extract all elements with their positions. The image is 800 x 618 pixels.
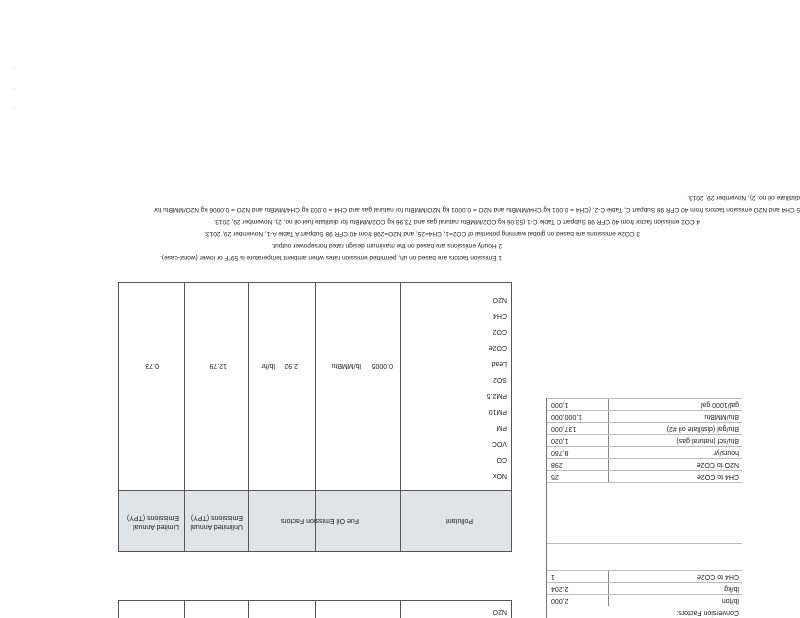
scan-marks: · · · (12, 64, 15, 113)
footnote: distillate oil no. 2), November 29, 2013. (687, 194, 800, 201)
fragment-pollutant: N2O (492, 608, 507, 615)
pollutant-cell: CO2 (492, 328, 507, 335)
lead-factor: 0.0005 (371, 362, 393, 369)
header-emission-factors: Fue Oil Emission Factors (280, 517, 359, 524)
header-unlimited: Unlimited Annual Emissions (TPY) (190, 514, 243, 530)
previous-table-fragment (118, 600, 512, 618)
pollutant-cell: N2O (492, 296, 507, 303)
conversion-row: Btu/gal (distillate oil #2) 137,000 (547, 422, 742, 434)
footnote: 2 Hourly emissions are based on the maximum design rated horsepower output. (271, 242, 502, 249)
footnote: 1 Emission factors are based on uh, permitted emission rates when ambient temperature is 59°F or lower (worst-case). (160, 254, 502, 261)
conversion-row: N2O to CO2e 298 (547, 458, 742, 470)
lead-limited: 0.73 (145, 362, 159, 369)
conversion-spacer (547, 482, 742, 543)
pollutant-cell: PM10 (488, 408, 507, 415)
conversion-row: hours/yr 8,760 (547, 446, 742, 458)
conversion-title: Conversion Factors: (676, 609, 739, 616)
pollutant-cell: CO2e (488, 344, 507, 351)
pollutant-cell: CH4 (492, 312, 507, 319)
header-pollutant: Pollutant (445, 517, 473, 524)
conversion-row: lb/ton 2,000 (547, 594, 742, 606)
conversion-row: CH4 to CO2e 25 (547, 470, 742, 482)
pollutant-cell: VOC (491, 440, 507, 447)
pollutant-cell: PM2.5 (486, 392, 507, 399)
conversion-gap (547, 543, 742, 570)
conversion-row: Btu/scf (natural gas) 1,020 (547, 434, 742, 446)
conversion-row: CH4 to CO2e 1 (547, 570, 742, 582)
footnote: 5 CH4 and N2O emission factors from 40 CFR 98 Subpart C, Table C-2, (CH4 = 0.001 kg CH4/MMBtu and N2O = 0.0001 kg N2O/MMBtu for natural gas and CH4 = 0.003 kg CH4/MMBtu and N2O = 0.0006 kg N2O/MMBtu for (153, 206, 800, 213)
pollutant-cell: PM (496, 424, 507, 431)
footnote: 4 CO2 emission factor from 40 CFR 98 Subpart C Table C-1 (53.06 kg CO2/MMBtu natural gas and 73.96 kg CO2/MMBtu for distillate fuel oil no. 2), November 29, 2013. (213, 218, 700, 225)
pollutant-cell: SO2 (492, 376, 507, 383)
conversion-row: lb/kg 2.204 (547, 582, 742, 594)
conversion-row: gal/1000 gal 1,000 (547, 398, 742, 410)
footnote: 3 CO2e emissions are based on global warming potential of CO2=1, CH4=25, and N2O=298 from 40 CFR 98 Subpart A Table A-1, November 29, 2013. (204, 230, 640, 237)
pollutant-cell: Lead (491, 360, 507, 367)
header-limited: Limited Annual Emissions (TPY) (126, 514, 179, 530)
lead-hourly: 2.92 (284, 362, 298, 369)
lead-factor-unit: lb/MMBtu (331, 362, 361, 369)
conversion-factors-table (546, 398, 742, 618)
pollutant-cell: CO (496, 456, 507, 463)
emissions-table (118, 282, 512, 552)
pollutant-list (487, 291, 507, 483)
footnotes (110, 191, 800, 263)
conversion-row: Btu/MMBtu 1,000,000 (547, 410, 742, 422)
lead-hourly-unit: lb/hr (261, 362, 275, 369)
lead-unlimited: 12.79 (209, 362, 227, 369)
pollutant-cell: NOx (493, 472, 507, 479)
